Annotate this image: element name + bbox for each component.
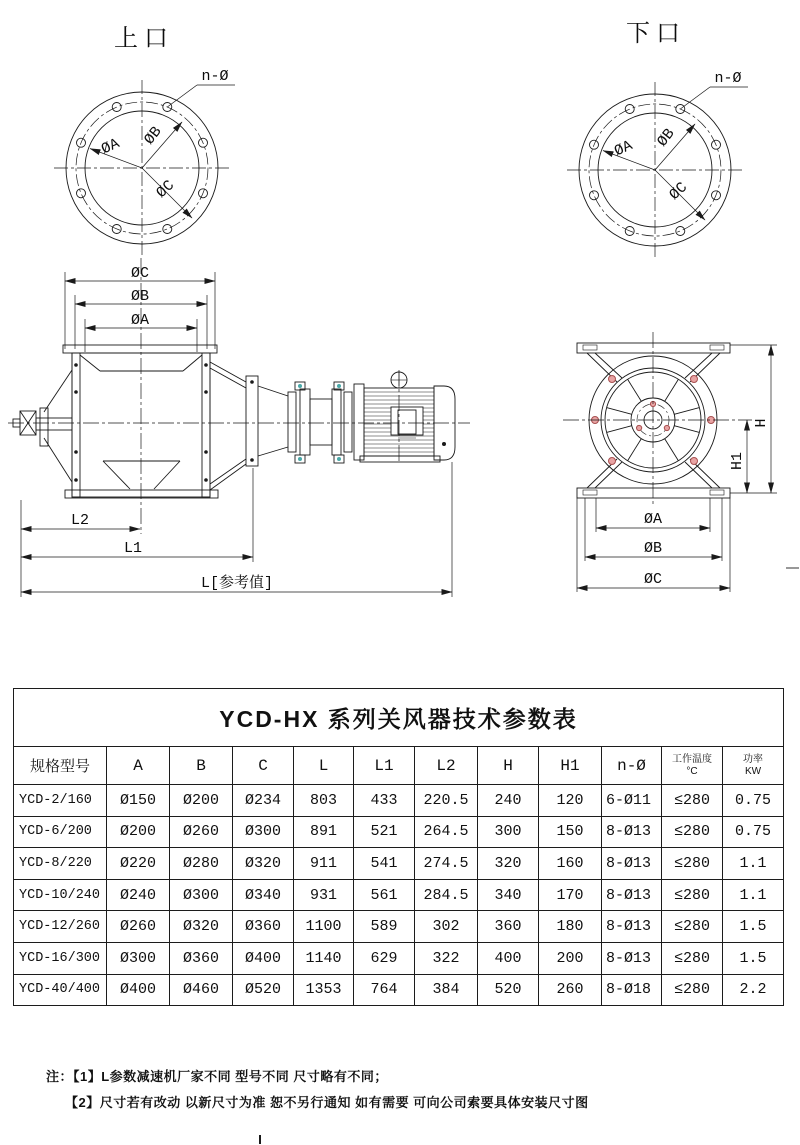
cell-power: 1.5 — [723, 942, 784, 974]
dim-label-l2: L2 — [70, 512, 90, 529]
cell-l: 1100 — [294, 911, 354, 943]
dim-label-dia-a: ØA — [611, 137, 636, 161]
cell-c: Ø320 — [233, 848, 294, 880]
dim-label-l-ref: L[参考值] — [200, 575, 274, 592]
cell-l2: 284.5 — [415, 879, 478, 911]
cell-l1: 589 — [354, 911, 415, 943]
cell-power: 1.5 — [723, 911, 784, 943]
cell-b: Ø320 — [170, 911, 233, 943]
note-1-text: 【1】L参数减速机厂家不同 型号不同 尺寸略有不同； — [73, 1069, 388, 1084]
cell-l: 803 — [294, 785, 354, 817]
end-dim-dia-a: ØA — [643, 511, 663, 528]
cell-c: Ø300 — [233, 816, 294, 848]
cell-l2: 274.5 — [415, 848, 478, 880]
page-bottom-mark — [259, 1135, 261, 1144]
cell-l: 891 — [294, 816, 354, 848]
cell-a: Ø150 — [107, 785, 170, 817]
cell-h: 340 — [478, 879, 539, 911]
col-header-temp — [662, 747, 723, 785]
cell-h1: 120 — [539, 785, 602, 817]
cell-l1: 764 — [354, 974, 415, 1006]
end-dim-dia-b: ØB — [643, 540, 663, 557]
dim-label-dia-b: ØB — [140, 123, 166, 149]
cell-b: Ø300 — [170, 879, 233, 911]
cell-c: Ø234 — [233, 785, 294, 817]
dim-label-n-holes: n-Ø — [201, 68, 229, 85]
cell-b: Ø280 — [170, 848, 233, 880]
cell-h: 400 — [478, 942, 539, 974]
cell-l2: 384 — [415, 974, 478, 1006]
cell-a: Ø200 — [107, 816, 170, 848]
cell-l1: 433 — [354, 785, 415, 817]
shaft-end — [13, 370, 72, 482]
table-row — [14, 911, 784, 943]
col-header-h1: H1 — [539, 747, 602, 785]
coupling-bolt-dots — [298, 384, 341, 461]
table-row — [14, 879, 784, 911]
cell-n-holes: 6-Ø11 — [602, 785, 662, 817]
col-header-c: C — [233, 747, 294, 785]
cell-h: 520 — [478, 974, 539, 1006]
side-dim-dia-a: ØA — [130, 312, 150, 329]
cell-l: 1353 — [294, 974, 354, 1006]
cell-h1: 170 — [539, 879, 602, 911]
col-header-a: A — [107, 747, 170, 785]
cell-n-holes: 8-Ø13 — [602, 848, 662, 880]
cell-l1: 561 — [354, 879, 415, 911]
motor — [354, 372, 455, 462]
col-header-h: H — [478, 747, 539, 785]
cell-a: Ø240 — [107, 879, 170, 911]
cell-b: Ø200 — [170, 785, 233, 817]
cell-temp: ≤280 — [662, 942, 723, 974]
top-port-title: 上口 — [114, 25, 174, 52]
cell-model: YCD-10/240 — [14, 879, 107, 911]
cell-c: Ø360 — [233, 911, 294, 943]
cell-h: 300 — [478, 816, 539, 848]
cell-h1: 260 — [539, 974, 602, 1006]
cell-b: Ø460 — [170, 974, 233, 1006]
cell-n-holes: 8-Ø13 — [602, 816, 662, 848]
col-header-l1: L1 — [354, 747, 415, 785]
cell-l2: 322 — [415, 942, 478, 974]
dim-label-dia-c: ØC — [153, 177, 178, 202]
dim-label-dia-c: ØC — [666, 179, 691, 204]
side-dim-dia-c: ØC — [130, 265, 150, 282]
cell-h1: 160 — [539, 848, 602, 880]
cell-c: Ø520 — [233, 974, 294, 1006]
table-header-row — [14, 747, 784, 785]
table-row — [14, 816, 784, 848]
cell-h: 240 — [478, 785, 539, 817]
col-header-model: 规格型号 — [14, 747, 107, 785]
cell-temp: ≤280 — [662, 848, 723, 880]
cell-n-holes: 8-Ø13 — [602, 911, 662, 943]
table-row — [14, 942, 784, 974]
cell-a: Ø300 — [107, 942, 170, 974]
table-body — [14, 785, 784, 1006]
table-title: YCD-HX 系列关风器技术参数表 — [14, 689, 784, 747]
cell-l1: 629 — [354, 942, 415, 974]
cell-l: 931 — [294, 879, 354, 911]
cell-power: 0.75 — [723, 816, 784, 848]
dim-label-h: H — [753, 418, 770, 428]
cell-temp: ≤280 — [662, 911, 723, 943]
cell-l2: 264.5 — [415, 816, 478, 848]
note-2-text: 【2】尺寸若有改动 以新尺寸为准 恕不另行通知 如有需要 可向公司索要具体安装尺寸图 — [65, 1095, 589, 1110]
spec-table — [13, 688, 784, 1006]
cell-b: Ø360 — [170, 942, 233, 974]
cell-temp: ≤280 — [662, 785, 723, 817]
col-header-l2: L2 — [415, 747, 478, 785]
end-dim-dia-c: ØC — [643, 571, 663, 588]
cell-h1: 150 — [539, 816, 602, 848]
cell-model: YCD-40/400 — [14, 974, 107, 1006]
notes-prefix: 注： — [46, 1069, 74, 1084]
cell-h1: 180 — [539, 911, 602, 943]
table-row — [14, 974, 784, 1006]
flange-bottom-port-view — [567, 20, 748, 258]
side-dim-dia-b: ØB — [130, 288, 150, 305]
col-header-b: B — [170, 747, 233, 785]
cell-model: YCD-2/160 — [14, 785, 107, 817]
cell-model: YCD-12/260 — [14, 911, 107, 943]
power-header-line1: 功率 — [743, 754, 764, 765]
cell-l1: 541 — [354, 848, 415, 880]
cell-h1: 200 — [539, 942, 602, 974]
cell-b: Ø260 — [170, 816, 233, 848]
col-header-l: L — [294, 747, 354, 785]
cell-n-holes: 8-Ø13 — [602, 879, 662, 911]
valve-body — [63, 345, 218, 498]
cell-power: 1.1 — [723, 848, 784, 880]
dim-label-l1: L1 — [123, 540, 143, 557]
cell-l2: 302 — [415, 911, 478, 943]
bottom-port-title: 下口 — [626, 20, 686, 47]
cell-a: Ø220 — [107, 848, 170, 880]
dim-label-n-holes: n-Ø — [714, 70, 742, 87]
note-line-2 — [65, 1092, 589, 1111]
notes — [46, 1066, 589, 1111]
temp-header-line1: 工作温度 — [672, 754, 712, 765]
cell-a: Ø260 — [107, 911, 170, 943]
cell-l: 1140 — [294, 942, 354, 974]
cell-temp: ≤280 — [662, 816, 723, 848]
cell-power: 1.1 — [723, 879, 784, 911]
note-line-1 — [46, 1066, 589, 1085]
gearbox-and-coupling — [210, 362, 352, 490]
cell-power: 0.75 — [723, 785, 784, 817]
cell-n-holes: 8-Ø13 — [602, 942, 662, 974]
cell-temp: ≤280 — [662, 879, 723, 911]
cell-model: YCD-6/200 — [14, 816, 107, 848]
cell-l2: 220.5 — [415, 785, 478, 817]
cell-h: 320 — [478, 848, 539, 880]
flange-top-port-view — [54, 25, 235, 256]
cell-n-holes: 8-Ø18 — [602, 974, 662, 1006]
cell-c: Ø340 — [233, 879, 294, 911]
cell-temp: ≤280 — [662, 974, 723, 1006]
table-row — [14, 785, 784, 817]
col-header-n-holes: n-Ø — [602, 747, 662, 785]
cell-l1: 521 — [354, 816, 415, 848]
dim-label-h1: H1 — [729, 451, 746, 471]
table-title-row — [14, 689, 784, 747]
dim-label-dia-a: ØA — [98, 135, 123, 159]
cell-power: 2.2 — [723, 974, 784, 1006]
side-view — [8, 258, 470, 597]
temp-header-line2: °C — [686, 765, 698, 777]
power-header-line2: KW — [744, 765, 762, 777]
cell-model: YCD-8/220 — [14, 848, 107, 880]
cell-c: Ø400 — [233, 942, 294, 974]
cell-h: 360 — [478, 911, 539, 943]
cell-model: YCD-16/300 — [14, 942, 107, 974]
end-view — [563, 332, 799, 592]
cell-l: 911 — [294, 848, 354, 880]
col-header-power — [723, 747, 784, 785]
dim-label-dia-b: ØB — [653, 125, 679, 151]
table-row — [14, 848, 784, 880]
cell-a: Ø400 — [107, 974, 170, 1006]
